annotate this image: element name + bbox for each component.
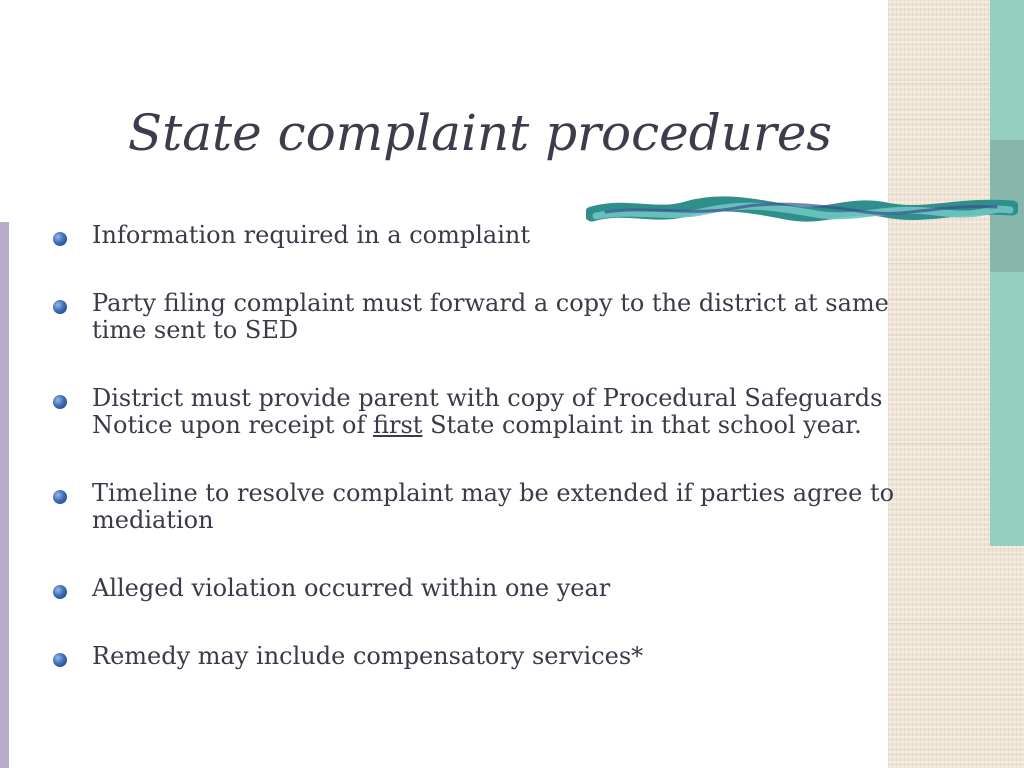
bullet-text: Information required in a complaint [92,221,530,249]
slide-title: State complaint procedures [127,104,833,162]
teal-band [990,0,1024,546]
bullet-item [52,575,902,602]
bullet-text: Timeline to resolve complaint may be extended if parties agree to mediation [92,479,895,534]
bullet-text: Party filing complaint must forward a copy to the district at same time sent to SED [92,289,889,344]
bullet-item [52,480,902,534]
bullet-icon [53,490,67,504]
bullet-item [52,222,902,249]
bullet-text-end: State complaint in that school year. [422,411,862,439]
bullet-item [52,290,902,344]
bullet-item [52,643,902,670]
bullet-icon [53,653,67,667]
left-decorative-rule [0,222,9,768]
bullet-text: Remedy may include compensatory services* [92,642,644,670]
bullet-item [52,385,902,439]
bullet-icon [53,395,67,409]
bullet-icon [53,585,67,599]
bullet-icon [53,232,67,246]
bullet-icon [53,300,67,314]
underlined-word: first [373,411,423,439]
bullet-text: Alleged violation occurred within one year [92,574,611,602]
bullet-text-start: District must provide parent with copy of Procedural Safeguards Notice upon receipt of [92,384,883,439]
bullet-list [52,222,902,711]
